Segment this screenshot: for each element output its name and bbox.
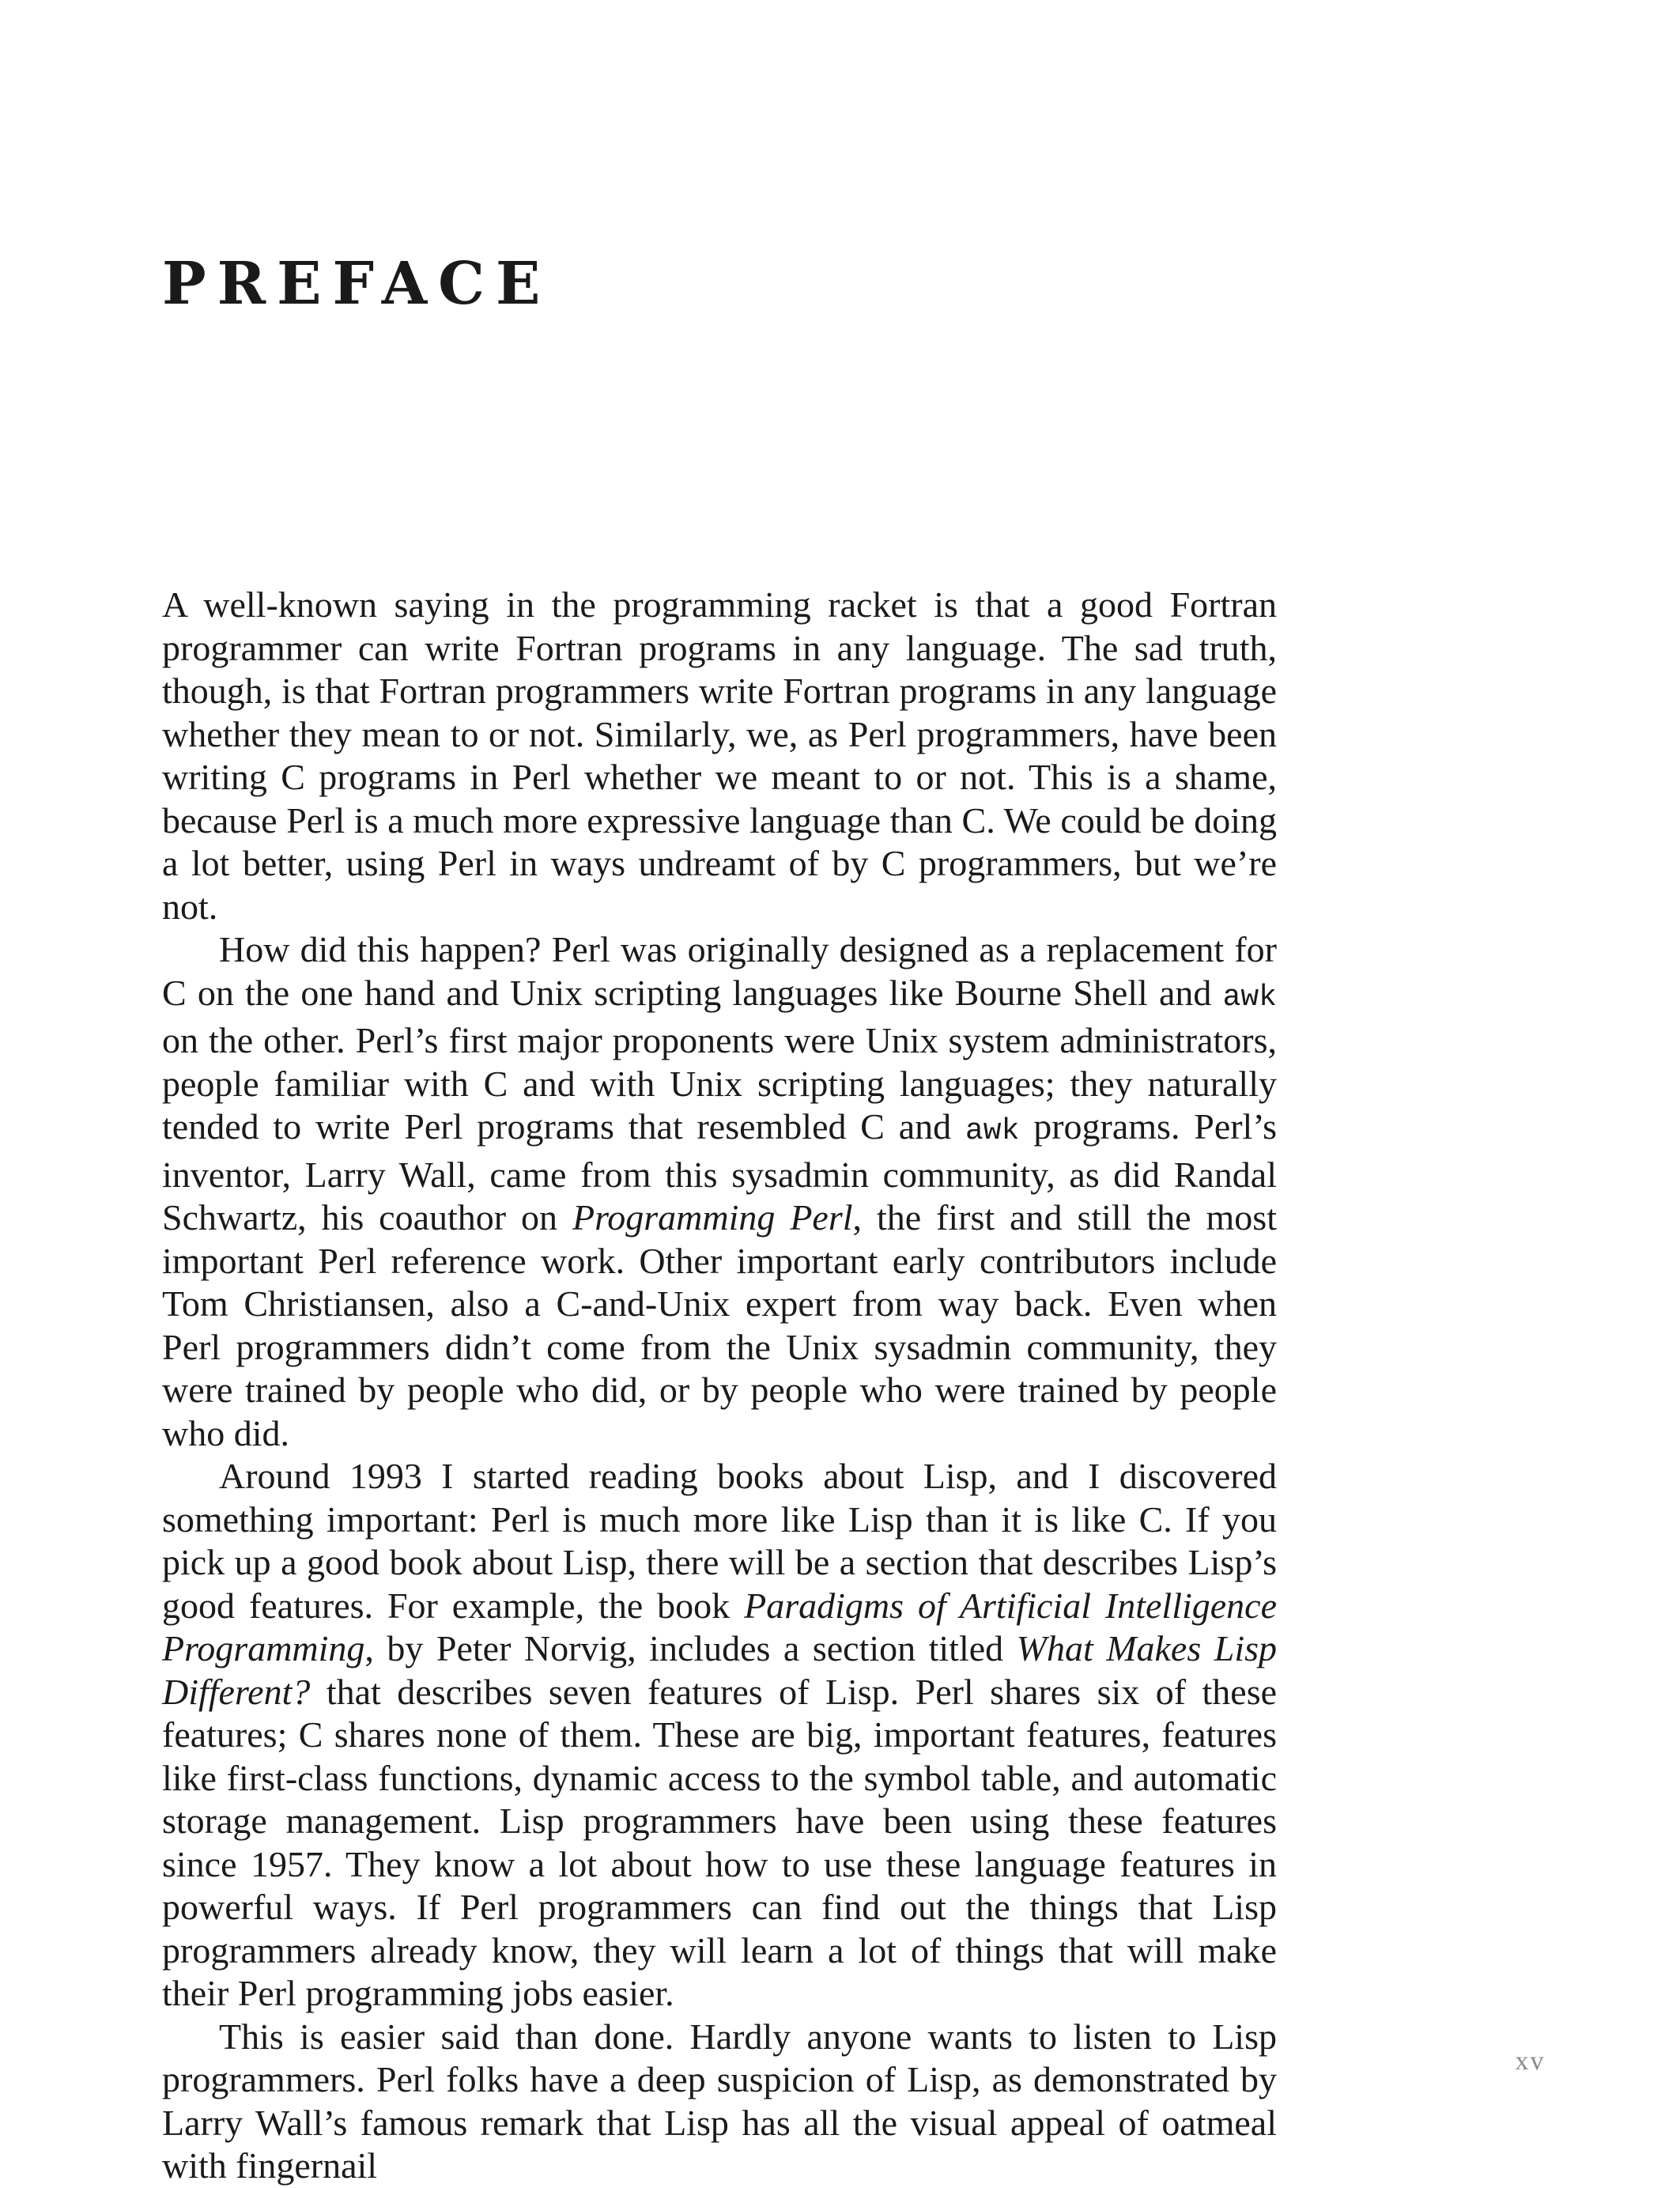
paragraph-3: [162, 1455, 1277, 2016]
paragraph-3-text-3: that describes seven features of Lisp. Perl shares six of these features; C shares none of them. These are big, important features, features like first-class functions, dynamic access to the symbol table, and automatic storage management. Lisp programmers have been using these features since 1957. They know a lot about how to use these language features in powerful ways. If Perl programmers can find out the things that Lisp programmers already know, they will learn a lot of things that will make their Perl programming jobs easier.: [162, 1671, 1278, 2013]
section-title: What Makes Lisp Different?: [162, 1628, 1277, 1712]
body-text: [162, 584, 1277, 2188]
book-title-programming-perl: Programming Perl: [572, 1197, 853, 1238]
paragraph-3-text-1: Around 1993 I started reading books about Lisp, and I discovered something important: Perl is much more like Lisp than it is like C. If you pick up a good book about Lisp, there will be a section that describes Lisp’s good features. For example, the book: [162, 1456, 1277, 1626]
page-number: xv: [1515, 2046, 1546, 2076]
page-title: PREFACE: [162, 250, 552, 318]
code-awk-1: awk: [1222, 980, 1277, 1015]
paragraph-2-text-4: , the first and still the most important Perl reference work. Other important early contributors include Tom Christiansen, also a C-and-Unix expert from way back. Even when Perl programmers didn’t come from the Unix sysadmin community, they were trained by people who did, or by people who were trained by people who did.: [162, 1197, 1277, 1453]
book-title-paip: Paradigms of Artificial Intelligence Programming: [162, 1585, 1278, 1668]
paragraph-3-text-2: , by Peter Norvig, includes a section titled: [364, 1628, 1004, 1668]
paragraph-2-text-3: programs. Perl’s inventor, Larry Wall, came from this sysadmin community, as did Randal Schwartz, his coauthor on: [162, 1106, 1278, 1238]
paragraph-4: This is easier said than done. Hardly anyone wants to listen to Lisp programmers. Perl folks have a deep suspicion of Lisp, as demonstrated by Larry Wall’s famous remark that Lisp has all the visual appeal of oatmeal with fingernail: [162, 2016, 1277, 2186]
code-awk-2: awk: [965, 1114, 1020, 1148]
paragraph-2: [162, 928, 1277, 1455]
paragraph-2-text-2: on the other. Perl’s first major proponents were Unix system administrators, people familiar with C and with Unix scripting languages; they naturally tended to write Perl programs that resembled C and: [162, 1020, 1277, 1147]
paragraph-1: A well-known saying in the programming racket is that a good Fortran programmer can write Fortran programs in any language. The sad truth, though, is that Fortran programmers write Fortran programs in any language whether they mean to or not. Similarly, we, as Perl programmers, have been writing C programs in Perl whether we meant to or not. This is a shame, because Perl is a much more expressive language than C. We could be doing a lot better, using Perl in ways undreamt of by C programmers, but we’re not.: [162, 584, 1277, 927]
paragraph-2-text-1: How did this happen? Perl was originally designed as a replacement for C on the one hand and Unix scripting languages like Bourne Shell and: [162, 929, 1277, 1013]
